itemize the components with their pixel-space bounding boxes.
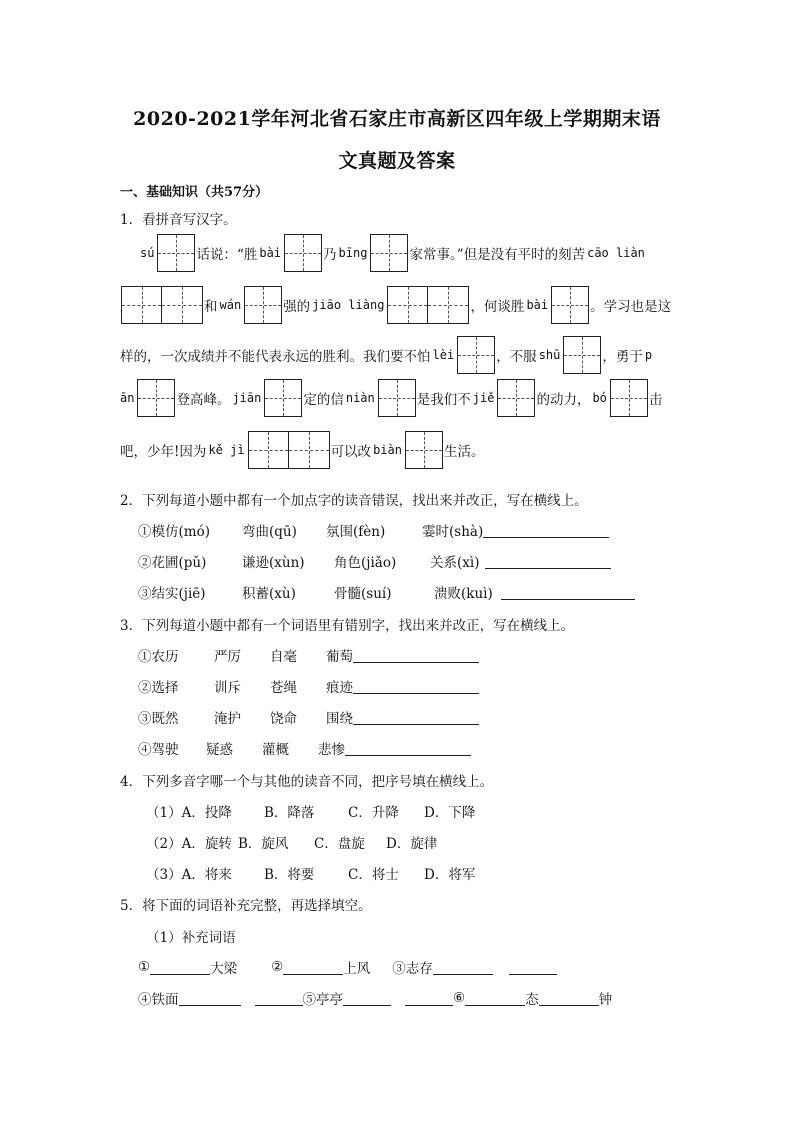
pinyin: jiāo liàng	[312, 298, 385, 312]
answer-blank[interactable]	[345, 741, 471, 756]
q1-row1	[138, 234, 647, 272]
text: ⑤亭亭	[302, 992, 343, 1008]
tian-grid-box[interactable]	[405, 431, 443, 469]
q4-row1	[146, 801, 475, 821]
option: B．降落	[264, 805, 315, 821]
option: 氛围(fèn)	[326, 524, 386, 540]
text: 登高峰。	[176, 392, 231, 408]
option: B．旋风	[238, 836, 289, 852]
q1-stem: 1．看拼音写汉字。	[120, 212, 237, 228]
text: 击	[648, 392, 663, 408]
text: ，何谈胜	[470, 299, 525, 315]
text: 可以改	[330, 444, 372, 460]
text: 强的	[283, 299, 311, 315]
pinyin: bó	[592, 391, 607, 405]
q4-row3	[146, 863, 475, 883]
item-number: ⑥	[453, 990, 466, 1006]
tian-grid-box[interactable]	[248, 431, 330, 469]
q3-row2	[138, 676, 479, 696]
option: 痕迹	[326, 680, 353, 696]
answer-blank[interactable]	[179, 991, 241, 1006]
tian-grid-box[interactable]	[563, 336, 601, 374]
text: ③志存	[392, 961, 433, 977]
text: 样的，一次成绩并不能代表永远的胜利。我们要不怕	[120, 349, 431, 365]
q5-row2	[138, 988, 612, 1008]
q1-row3	[120, 336, 654, 374]
option: 角色(jiǎo)	[334, 555, 397, 571]
answer-blank[interactable]	[150, 960, 210, 975]
q2-row2	[138, 551, 611, 571]
q3-row1	[138, 645, 479, 665]
item-number: ①	[138, 959, 151, 975]
q4-stem: 4．下列多音字哪一个与其他的读音不同，把序号填在横线上。	[120, 774, 494, 790]
answer-blank[interactable]	[539, 991, 599, 1006]
option: ④驾驶	[138, 742, 179, 758]
option: C．升降	[348, 805, 399, 821]
tian-grid-box[interactable]	[264, 379, 302, 417]
pinyin: wán	[219, 298, 242, 312]
option: C．盘旋	[314, 836, 365, 852]
tian-grid-box[interactable]	[284, 234, 322, 272]
pinyin: lèi	[432, 348, 455, 362]
tian-grid-box[interactable]	[457, 336, 495, 374]
option: C．将士	[348, 867, 399, 883]
option: 关系(xì)	[430, 555, 480, 571]
text: 定的信	[303, 392, 344, 408]
option: ②花圃(pǔ)	[138, 555, 207, 571]
option: 悲惨	[318, 742, 345, 758]
answer-blank[interactable]	[353, 710, 479, 725]
answer-blank[interactable]	[343, 991, 391, 1006]
option: 弯曲(qū)	[242, 524, 297, 540]
doc-title-line1: 2020-2021学年河北省石家庄市高新区四年级上学期期末语	[133, 108, 661, 130]
q2-row3	[138, 582, 635, 602]
text: 大梁	[210, 961, 238, 977]
text: 的动力，	[536, 392, 591, 408]
text: ，勇于	[602, 349, 643, 365]
tian-grid-box[interactable]	[157, 234, 195, 272]
text: 和	[204, 299, 218, 315]
tian-grid-box[interactable]	[121, 286, 203, 324]
option: B．将要	[264, 867, 315, 883]
option: 谦逊(xùn)	[242, 555, 305, 571]
option: 葡萄	[326, 649, 353, 665]
text: 家常事。”但是没有平时的刻苦	[409, 247, 586, 263]
answer-blank[interactable]	[483, 523, 609, 538]
option: （3）A．将来	[146, 867, 232, 883]
q2-row1	[138, 520, 609, 540]
tian-grid-box[interactable]	[497, 379, 535, 417]
option: ①农历	[138, 649, 179, 665]
option: ③结实(jiē)	[138, 586, 206, 602]
pinyin: jiě	[472, 391, 495, 405]
tian-grid-box[interactable]	[378, 379, 416, 417]
tian-grid-box[interactable]	[137, 379, 175, 417]
pinyin: sú	[140, 246, 155, 260]
pinyin: p	[644, 348, 653, 362]
option: ①模仿(mó)	[138, 524, 210, 540]
option: 苍绳	[270, 680, 297, 696]
text: 乃	[323, 247, 337, 263]
answer-blank[interactable]	[465, 991, 525, 1006]
q5-sub1: （1）补充词语	[146, 930, 236, 946]
text: 态	[525, 992, 539, 1008]
answer-blank[interactable]	[353, 679, 479, 694]
option: 训斥	[214, 680, 241, 696]
answer-blank[interactable]	[433, 960, 493, 975]
pinyin: ān	[120, 391, 135, 405]
text: 话说：“胜	[196, 247, 258, 263]
option: 自毫	[270, 649, 297, 665]
option: D．下降	[424, 805, 476, 821]
option: 严厉	[214, 649, 241, 665]
pinyin: shū	[538, 348, 561, 362]
q2-stem: 2．下列每道小题中都有一个加点字的读音错误，找出来并改正，写在横线上。	[120, 493, 588, 509]
option: D．旋律	[386, 836, 438, 852]
tian-grid-box[interactable]	[610, 379, 648, 417]
option: （1）A．投降	[146, 805, 232, 821]
option: ③既然	[138, 711, 179, 727]
text: 吧，少年!因为	[120, 444, 207, 460]
option: 灌概	[262, 742, 289, 758]
tian-grid-box[interactable]	[244, 286, 282, 324]
option: 疑惑	[206, 742, 233, 758]
text: 生活。	[443, 444, 485, 460]
text: ，不服	[496, 349, 537, 365]
text: 。学习也是这	[590, 299, 672, 315]
q5-stem: 5．将下面的词语补充完整，再选择填空。	[120, 898, 372, 914]
option: 积蓄(xù)	[242, 586, 296, 602]
answer-blank[interactable]	[353, 648, 479, 663]
text: 钟	[598, 992, 613, 1008]
item-number: ②	[271, 959, 284, 975]
pinyin: jiān	[232, 391, 262, 405]
pinyin: bài	[526, 298, 549, 312]
answer-blank[interactable]	[405, 991, 453, 1006]
option: 围绕	[326, 711, 353, 727]
pinyin: bài	[259, 246, 282, 260]
q3-row4	[138, 738, 471, 758]
answer-blank[interactable]	[485, 554, 611, 569]
option: 骨髓(suí)	[334, 586, 392, 602]
answer-blank[interactable]	[255, 991, 303, 1006]
q1-row5	[120, 431, 484, 469]
q3-stem: 3．下列每道小题中都有一个词语里有错别字，找出来并改正，写在横线上。	[120, 618, 575, 634]
option: （2）A．旋转	[146, 836, 232, 852]
tian-grid-box[interactable]	[370, 234, 408, 272]
text: 上风	[343, 961, 371, 977]
option: 溃败(kuì)	[434, 586, 493, 602]
doc-title-line2: 文真题及答案	[338, 150, 456, 172]
tian-grid-box[interactable]	[551, 286, 589, 324]
pinyin: cāo liàn	[587, 246, 645, 260]
option: 霎时(shà)	[422, 524, 484, 540]
option: 淹护	[214, 711, 241, 727]
q1-row4	[120, 379, 662, 417]
answer-blank[interactable]	[501, 585, 635, 600]
text: ④铁面	[138, 992, 179, 1008]
tian-grid-box[interactable]	[387, 286, 469, 324]
section-heading: 一、基础知识（共57分）	[120, 185, 269, 200]
answer-blank[interactable]	[509, 960, 557, 975]
pinyin: kě jì	[208, 443, 245, 457]
q3-row3	[138, 707, 479, 727]
option: D．将军	[424, 867, 476, 883]
option: 饶命	[270, 711, 297, 727]
pinyin: bīng	[338, 246, 368, 260]
q5-row1	[138, 957, 557, 977]
option: ②选择	[138, 680, 179, 696]
q1-row2	[120, 286, 671, 324]
pinyin: niàn	[345, 391, 375, 405]
pinyin: biàn	[373, 443, 402, 457]
q4-row2	[146, 832, 437, 852]
answer-blank[interactable]	[283, 960, 343, 975]
text: 是我们不	[416, 392, 471, 408]
